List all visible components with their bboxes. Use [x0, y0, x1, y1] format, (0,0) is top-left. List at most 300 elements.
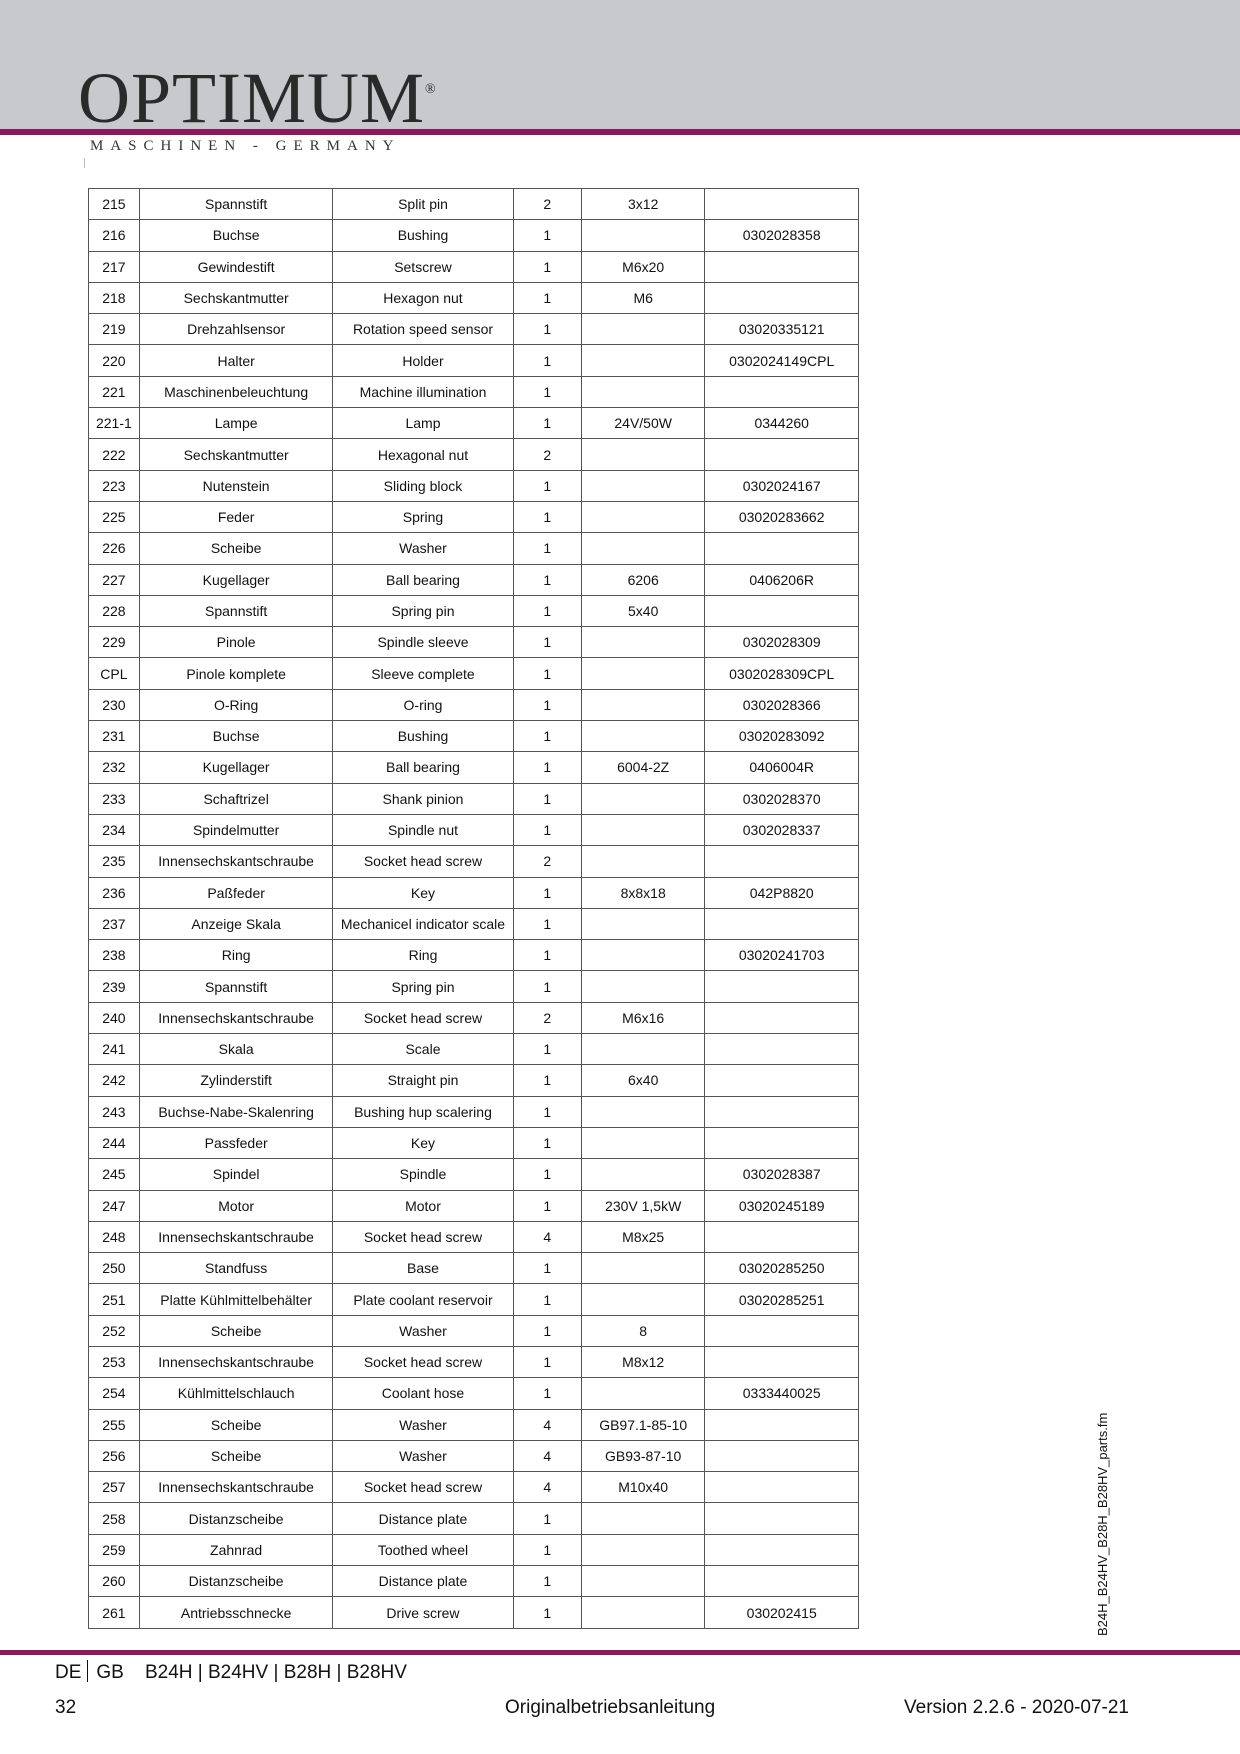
cell-article-number — [705, 1096, 859, 1127]
cell-article-number — [705, 1472, 859, 1503]
table-row — [89, 345, 859, 376]
cell-name-en: Socket head screw — [333, 1472, 513, 1503]
cell-quantity: 1 — [513, 783, 581, 814]
registered-mark: ® — [425, 82, 437, 97]
cell-name-de: Gewindestift — [139, 251, 333, 282]
cell-position: 230 — [89, 689, 140, 720]
cell-size — [581, 345, 704, 376]
cell-article-number — [705, 1221, 859, 1252]
cell-position: 219 — [89, 314, 140, 345]
cell-size: M8x12 — [581, 1346, 704, 1377]
cell-name-en: Spindle sleeve — [333, 627, 513, 658]
cell-position: 234 — [89, 814, 140, 845]
table-row — [89, 376, 859, 407]
cell-position: 221 — [89, 376, 140, 407]
table-row — [89, 1221, 859, 1252]
cell-size — [581, 783, 704, 814]
cell-name-de: Maschinenbeleuchtung — [139, 376, 333, 407]
table-row — [89, 533, 859, 564]
cell-size — [581, 940, 704, 971]
table-row — [89, 1378, 859, 1409]
cell-size — [581, 1534, 704, 1565]
cell-article-number: 03020285250 — [705, 1253, 859, 1284]
cell-position: 225 — [89, 501, 140, 532]
cell-size: 6004-2Z — [581, 752, 704, 783]
cell-quantity: 1 — [513, 564, 581, 595]
cell-name-de: Passfeder — [139, 1127, 333, 1158]
table-row — [89, 1472, 859, 1503]
table-row — [89, 627, 859, 658]
table-row — [89, 251, 859, 282]
cell-quantity: 2 — [513, 846, 581, 877]
cell-name-de: Buchse — [139, 220, 333, 251]
cell-position: 215 — [89, 189, 140, 220]
cell-name-de: Sechskantmutter — [139, 439, 333, 470]
cell-name-en: Base — [333, 1253, 513, 1284]
cell-name-en: Key — [333, 877, 513, 908]
table-row — [89, 814, 859, 845]
cell-article-number: 0344260 — [705, 408, 859, 439]
cell-position: 223 — [89, 470, 140, 501]
cell-name-de: Paßfeder — [139, 877, 333, 908]
cell-size — [581, 846, 704, 877]
cell-quantity: 1 — [513, 627, 581, 658]
cell-size: M6x16 — [581, 1002, 704, 1033]
brand-tagline: MASCHINEN - GERMANY — [90, 138, 401, 154]
cell-name-en: Key — [333, 1127, 513, 1158]
cell-position: 243 — [89, 1096, 140, 1127]
table-row — [89, 752, 859, 783]
cell-article-number: 0406004R — [705, 752, 859, 783]
cell-name-de: Spindel — [139, 1159, 333, 1190]
cell-size: M10x40 — [581, 1472, 704, 1503]
cell-position: 229 — [89, 627, 140, 658]
cell-name-de: Schaftrizel — [139, 783, 333, 814]
logo-text: OPTIMUM — [78, 58, 426, 138]
brand-logo — [78, 58, 437, 138]
cell-name-de: Standfuss — [139, 1253, 333, 1284]
cell-article-number: 0302028387 — [705, 1159, 859, 1190]
cell-article-number: 0302028370 — [705, 783, 859, 814]
cell-article-number: 0302028309CPL — [705, 658, 859, 689]
cell-name-en: Bushing — [333, 220, 513, 251]
table-row — [89, 1503, 859, 1534]
cell-position: 244 — [89, 1127, 140, 1158]
cell-size: 8 — [581, 1315, 704, 1346]
cell-quantity: 1 — [513, 1378, 581, 1409]
table-row — [89, 846, 859, 877]
cell-position: 257 — [89, 1472, 140, 1503]
cell-article-number — [705, 251, 859, 282]
cell-article-number — [705, 1346, 859, 1377]
parts-table — [88, 188, 859, 1629]
cell-name-de: Drehzahlsensor — [139, 314, 333, 345]
cell-article-number — [705, 533, 859, 564]
table-row — [89, 1346, 859, 1377]
table-row — [89, 1253, 859, 1284]
cell-position: 217 — [89, 251, 140, 282]
cell-quantity: 4 — [513, 1472, 581, 1503]
cell-name-en: Hexagon nut — [333, 282, 513, 313]
cell-name-en: Shank pinion — [333, 783, 513, 814]
cell-size — [581, 971, 704, 1002]
cell-quantity: 1 — [513, 314, 581, 345]
cell-article-number: 0302024167 — [705, 470, 859, 501]
cell-name-en: Distance plate — [333, 1566, 513, 1597]
table-row — [89, 408, 859, 439]
cell-quantity: 1 — [513, 1253, 581, 1284]
cell-name-en: Sleeve complete — [333, 658, 513, 689]
cell-size — [581, 439, 704, 470]
cell-name-de: Innensechskantschraube — [139, 1472, 333, 1503]
cell-size: 8x8x18 — [581, 877, 704, 908]
cell-quantity: 1 — [513, 595, 581, 626]
cell-name-de: Scheibe — [139, 1440, 333, 1471]
cell-position: 256 — [89, 1440, 140, 1471]
table-row — [89, 439, 859, 470]
table-row — [89, 282, 859, 313]
cell-size — [581, 1096, 704, 1127]
cell-quantity: 1 — [513, 877, 581, 908]
cell-name-en: Toothed wheel — [333, 1534, 513, 1565]
cell-name-en: Ring — [333, 940, 513, 971]
cell-size — [581, 470, 704, 501]
table-row — [89, 470, 859, 501]
cell-name-de: Kugellager — [139, 564, 333, 595]
cell-name-de: Skala — [139, 1034, 333, 1065]
table-row — [89, 1534, 859, 1565]
table-row — [89, 971, 859, 1002]
table-row — [89, 595, 859, 626]
cell-name-de: Innensechskantschraube — [139, 1346, 333, 1377]
cell-size: 5x40 — [581, 595, 704, 626]
table-row — [89, 314, 859, 345]
cell-position: 248 — [89, 1221, 140, 1252]
cell-name-en: Spring pin — [333, 971, 513, 1002]
cell-article-number — [705, 1409, 859, 1440]
table-row — [89, 908, 859, 939]
cell-quantity: 1 — [513, 1127, 581, 1158]
cell-size — [581, 721, 704, 752]
cell-article-number — [705, 908, 859, 939]
cell-article-number: 0302028337 — [705, 814, 859, 845]
cell-name-de: Feder — [139, 501, 333, 532]
cell-quantity: 1 — [513, 1534, 581, 1565]
cell-name-de: Buchse — [139, 721, 333, 752]
cell-position: 242 — [89, 1065, 140, 1096]
cell-quantity: 1 — [513, 1346, 581, 1377]
cell-article-number: 0406206R — [705, 564, 859, 595]
cell-size — [581, 533, 704, 564]
cell-position: 253 — [89, 1346, 140, 1377]
cell-size — [581, 1378, 704, 1409]
cell-size: GB93-87-10 — [581, 1440, 704, 1471]
table-row — [89, 1065, 859, 1096]
cell-quantity: 1 — [513, 1597, 581, 1628]
cell-name-en: Spring — [333, 501, 513, 532]
cell-article-number — [705, 1034, 859, 1065]
cell-name-en: Drive screw — [333, 1597, 513, 1628]
cell-size — [581, 220, 704, 251]
cell-size: M6x20 — [581, 251, 704, 282]
cell-position: 255 — [89, 1409, 140, 1440]
cell-name-en: Washer — [333, 1409, 513, 1440]
cell-article-number — [705, 846, 859, 877]
table-row — [89, 220, 859, 251]
cell-name-de: Motor — [139, 1190, 333, 1221]
table-row — [89, 501, 859, 532]
cell-size — [581, 1127, 704, 1158]
cell-name-en: Washer — [333, 1315, 513, 1346]
cell-position: 239 — [89, 971, 140, 1002]
cell-article-number: 0302024149CPL — [705, 345, 859, 376]
cell-size — [581, 1253, 704, 1284]
cell-quantity: 1 — [513, 533, 581, 564]
cell-article-number: 030202415 — [705, 1597, 859, 1628]
cell-name-en: Rotation speed sensor — [333, 314, 513, 345]
cell-name-en: Socket head screw — [333, 1221, 513, 1252]
cell-quantity: 1 — [513, 1566, 581, 1597]
table-row — [89, 877, 859, 908]
footer-version: Version 2.2.6 - 2020-07-21 — [904, 1697, 1129, 1718]
cell-name-de: Innensechskantschraube — [139, 1002, 333, 1033]
cell-name-en: Split pin — [333, 189, 513, 220]
cell-name-en: O-ring — [333, 689, 513, 720]
cell-article-number — [705, 1440, 859, 1471]
cell-position: 226 — [89, 533, 140, 564]
cell-article-number — [705, 439, 859, 470]
cell-article-number — [705, 1566, 859, 1597]
cell-name-en: Socket head screw — [333, 1346, 513, 1377]
cell-position: 252 — [89, 1315, 140, 1346]
cell-size — [581, 501, 704, 532]
cell-article-number — [705, 1534, 859, 1565]
cell-size — [581, 658, 704, 689]
cell-size — [581, 908, 704, 939]
table-row — [89, 1034, 859, 1065]
cell-size — [581, 1597, 704, 1628]
cell-name-de: Zahnrad — [139, 1534, 333, 1565]
cell-position: 238 — [89, 940, 140, 971]
cell-position: 227 — [89, 564, 140, 595]
cell-size — [581, 1566, 704, 1597]
table-row — [89, 1127, 859, 1158]
cell-name-de: Platte Kühlmittelbehälter — [139, 1284, 333, 1315]
cell-quantity: 1 — [513, 752, 581, 783]
cell-position: 254 — [89, 1378, 140, 1409]
cell-quantity: 1 — [513, 282, 581, 313]
cell-position: 232 — [89, 752, 140, 783]
cell-article-number — [705, 1315, 859, 1346]
cell-quantity: 4 — [513, 1221, 581, 1252]
cell-size: M6 — [581, 282, 704, 313]
cell-name-en: Lamp — [333, 408, 513, 439]
footer-divider — [0, 1650, 1240, 1655]
cell-article-number: 03020335121 — [705, 314, 859, 345]
cell-article-number: 0302028358 — [705, 220, 859, 251]
cell-position: 233 — [89, 783, 140, 814]
cell-name-de: Scheibe — [139, 1315, 333, 1346]
lang-separator — [87, 1660, 88, 1682]
cell-position: 221-1 — [89, 408, 140, 439]
cell-name-en: Scale — [333, 1034, 513, 1065]
cell-position: 251 — [89, 1284, 140, 1315]
cell-name-en: Mechanicel indicator scale — [333, 908, 513, 939]
cell-name-en: Spindle — [333, 1159, 513, 1190]
cell-name-de: Sechskantmutter — [139, 282, 333, 313]
cell-quantity: 2 — [513, 189, 581, 220]
cell-quantity: 1 — [513, 689, 581, 720]
cell-name-de: Scheibe — [139, 1409, 333, 1440]
model-list: B24H | B24HV | B28H | B28HV — [144, 1662, 407, 1683]
cell-article-number — [705, 1002, 859, 1033]
cell-quantity: 1 — [513, 470, 581, 501]
cell-position: 250 — [89, 1253, 140, 1284]
cell-name-de: Kugellager — [139, 752, 333, 783]
cell-quantity: 1 — [513, 908, 581, 939]
cell-name-de: Spannstift — [139, 595, 333, 626]
cell-size — [581, 314, 704, 345]
cell-name-de: Antriebsschnecke — [139, 1597, 333, 1628]
cell-name-en: Bushing hup scalering — [333, 1096, 513, 1127]
cell-quantity: 1 — [513, 376, 581, 407]
cell-name-de: Distanzscheibe — [139, 1566, 333, 1597]
cell-position: 231 — [89, 721, 140, 752]
cell-size: 3x12 — [581, 189, 704, 220]
cell-size — [581, 1503, 704, 1534]
table-row — [89, 564, 859, 595]
cell-position: 222 — [89, 439, 140, 470]
cell-name-en: Sliding block — [333, 470, 513, 501]
cell-name-en: Plate coolant reservoir — [333, 1284, 513, 1315]
cell-name-de: Kühlmittelschlauch — [139, 1378, 333, 1409]
cell-quantity: 1 — [513, 345, 581, 376]
cell-name-en: Spindle nut — [333, 814, 513, 845]
cell-position: 220 — [89, 345, 140, 376]
table-row — [89, 1159, 859, 1190]
cell-name-de: Innensechskantschraube — [139, 1221, 333, 1252]
cell-article-number: 03020285251 — [705, 1284, 859, 1315]
cell-quantity: 1 — [513, 1190, 581, 1221]
table-row — [89, 1284, 859, 1315]
cell-name-en: Socket head screw — [333, 1002, 513, 1033]
cell-name-de: Anzeige Skala — [139, 908, 333, 939]
table-row — [89, 1096, 859, 1127]
cell-size: 6x40 — [581, 1065, 704, 1096]
cell-position: 261 — [89, 1597, 140, 1628]
cell-quantity: 4 — [513, 1440, 581, 1471]
cell-size: M8x25 — [581, 1221, 704, 1252]
cell-position: 247 — [89, 1190, 140, 1221]
cell-article-number — [705, 189, 859, 220]
cell-quantity: 2 — [513, 439, 581, 470]
table-row — [89, 189, 859, 220]
cell-position: 241 — [89, 1034, 140, 1065]
cell-name-en: Setscrew — [333, 251, 513, 282]
cell-quantity: 4 — [513, 1409, 581, 1440]
cell-position: 235 — [89, 846, 140, 877]
cell-quantity: 1 — [513, 1065, 581, 1096]
cell-article-number — [705, 971, 859, 1002]
cell-name-en: Ball bearing — [333, 752, 513, 783]
cell-quantity: 1 — [513, 220, 581, 251]
table-row — [89, 689, 859, 720]
side-file-label: B24H_B24HV_B28H_B28HV_parts.fm — [1095, 1412, 1110, 1636]
cell-position: 240 — [89, 1002, 140, 1033]
table-row — [89, 1440, 859, 1471]
cell-article-number: 0302028309 — [705, 627, 859, 658]
cell-name-de: O-Ring — [139, 689, 333, 720]
cell-size — [581, 689, 704, 720]
cell-size — [581, 1159, 704, 1190]
cell-position: 258 — [89, 1503, 140, 1534]
cell-name-de: Zylinderstift — [139, 1065, 333, 1096]
table-row — [89, 783, 859, 814]
cell-quantity: 1 — [513, 408, 581, 439]
table-row — [89, 1597, 859, 1628]
cell-name-de: Ring — [139, 940, 333, 971]
cell-article-number: 0333440025 — [705, 1378, 859, 1409]
cell-position: 260 — [89, 1566, 140, 1597]
cell-quantity: 1 — [513, 1503, 581, 1534]
cell-name-de: Halter — [139, 345, 333, 376]
cell-quantity: 1 — [513, 1159, 581, 1190]
cell-name-de: Buchse-Nabe-Skalenring — [139, 1096, 333, 1127]
cell-name-en: Hexagonal nut — [333, 439, 513, 470]
cell-position: 218 — [89, 282, 140, 313]
cell-name-en: Spring pin — [333, 595, 513, 626]
cell-name-en: Distance plate — [333, 1503, 513, 1534]
cell-name-en: Socket head screw — [333, 846, 513, 877]
cell-quantity: 1 — [513, 971, 581, 1002]
cell-name-de: Nutenstein — [139, 470, 333, 501]
cell-article-number: 03020245189 — [705, 1190, 859, 1221]
table-row — [89, 1566, 859, 1597]
table-row — [89, 1002, 859, 1033]
cell-quantity: 2 — [513, 1002, 581, 1033]
cell-name-de: Scheibe — [139, 533, 333, 564]
table-row — [89, 1190, 859, 1221]
cell-name-en: Coolant hose — [333, 1378, 513, 1409]
cell-quantity: 1 — [513, 1315, 581, 1346]
cell-size: GB97.1-85-10 — [581, 1409, 704, 1440]
cell-quantity: 1 — [513, 1034, 581, 1065]
cell-article-number: 03020283662 — [705, 501, 859, 532]
cell-article-number — [705, 1127, 859, 1158]
cell-name-de: Pinole — [139, 627, 333, 658]
cell-quantity: 1 — [513, 721, 581, 752]
table-row — [89, 658, 859, 689]
cell-name-en: Straight pin — [333, 1065, 513, 1096]
cell-position: 237 — [89, 908, 140, 939]
cell-article-number — [705, 376, 859, 407]
cell-name-en: Washer — [333, 533, 513, 564]
cell-name-de: Spannstift — [139, 189, 333, 220]
cell-article-number — [705, 1065, 859, 1096]
cell-quantity: 1 — [513, 1284, 581, 1315]
cell-quantity: 1 — [513, 501, 581, 532]
table-row — [89, 1315, 859, 1346]
cell-size: 6206 — [581, 564, 704, 595]
cell-size — [581, 627, 704, 658]
cell-article-number — [705, 1503, 859, 1534]
lang-de: DE — [55, 1662, 82, 1683]
cell-size: 230V 1,5kW — [581, 1190, 704, 1221]
cell-quantity: 1 — [513, 251, 581, 282]
cell-name-en: Motor — [333, 1190, 513, 1221]
cell-size — [581, 1034, 704, 1065]
cell-article-number — [705, 282, 859, 313]
